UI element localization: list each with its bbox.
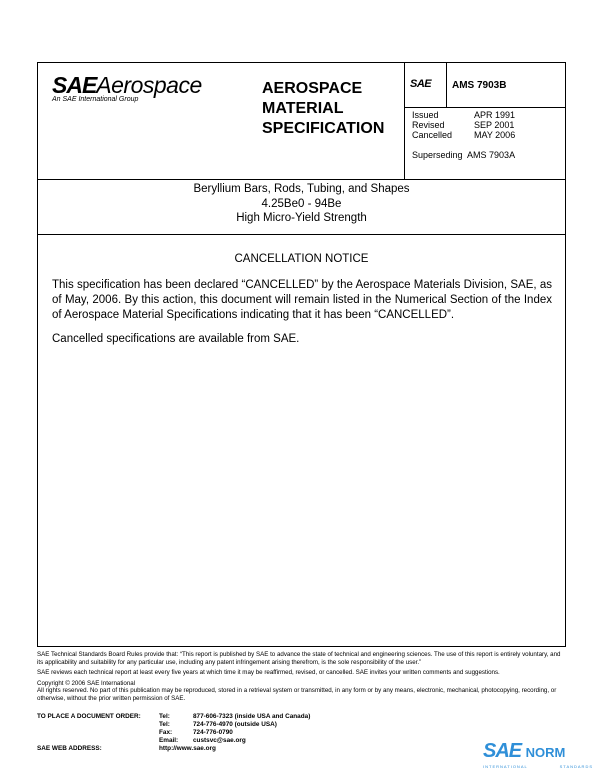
date-row-revised xyxy=(412,120,515,130)
specification-title xyxy=(37,182,566,226)
norm-logo-sae: SAE xyxy=(483,740,522,762)
title-line: 4.25Be0 - 94Be xyxy=(261,197,342,210)
web-label: SAE WEB ADDRESS: xyxy=(37,745,102,752)
title-divider xyxy=(38,234,565,235)
title-line: High Micro-Yield Strength xyxy=(236,212,367,224)
contact-row xyxy=(37,713,310,721)
doc-type-line: MATERIAL xyxy=(262,100,344,117)
availability-text: Cancelled specifications are available from SAE. xyxy=(52,333,300,345)
doc-number-divider xyxy=(404,107,566,108)
date-label: Cancelled xyxy=(412,130,453,140)
contact-email-link[interactable]: custsvc@sae.org xyxy=(193,737,246,744)
doc-type-line: SPECIFICATION xyxy=(262,120,385,137)
logo-sae-text: SAE xyxy=(52,72,97,98)
norm-logo-norm: NORM xyxy=(525,745,566,760)
sae-aerospace-logo xyxy=(52,72,202,99)
contact-value: 724-776-0790 xyxy=(193,729,233,736)
header-divider xyxy=(38,179,565,180)
footer-review: SAE reviews each technical report at least every five years at which time it may be reaffirmed, revised, or cancelled. SAE invites your written comments and suggestions. xyxy=(37,669,500,677)
norm-sub-left: INTERNATIONAL xyxy=(483,764,528,769)
contact-value: 724-776-4970 (outside USA) xyxy=(193,721,277,728)
norm-logo-subtitle xyxy=(483,764,593,769)
date-label: Issued xyxy=(412,110,439,120)
superseding-note: Superseding AMS 7903A xyxy=(412,150,516,160)
date-value: APR 1991 xyxy=(474,110,516,120)
footer-rights: All rights reserved. No part of this publication may be reproduced, stored in a retrieval system or transmitted, in any form or by any means, electronic, mechanical, photocopying, recording, or otherwise, without the prior written permission of SAE. xyxy=(37,687,557,702)
contact-row xyxy=(37,745,310,753)
norm-sub-right: STANDARDS xyxy=(559,764,593,769)
date-value: MAY 2006 xyxy=(474,130,516,140)
logo-subtitle: An SAE International Group xyxy=(52,96,139,103)
contact-row xyxy=(37,737,310,745)
contact-type: Tel: xyxy=(159,713,170,720)
title-line: Beryllium Bars, Rods, Tubing, and Shapes xyxy=(193,183,410,195)
contact-type: Email: xyxy=(159,737,179,744)
header-column-divider xyxy=(404,63,405,179)
sae-mini-logo: SAE xyxy=(410,78,432,90)
contact-row xyxy=(37,729,310,737)
notice-body: This specification has been declared “CANCELLED” by the Aerospace Materials Division, SAE, as of May, 2006. By this action, this document will remain listed in the Numerical Section of the Index of Aerospace Material Specifications indicating that it has been “CANCELLED”. xyxy=(52,279,552,321)
order-contact xyxy=(37,713,310,753)
contact-type: Tel: xyxy=(159,721,170,728)
footer-legal xyxy=(37,651,566,703)
web-address-link[interactable]: http://www.sae.org xyxy=(159,745,216,752)
date-row-cancelled xyxy=(412,130,515,140)
document-dates xyxy=(412,110,515,140)
contact-type: Fax: xyxy=(159,729,173,736)
doc-type-line: AEROSPACE xyxy=(262,80,363,97)
contact-row xyxy=(37,721,310,729)
mini-logo-divider xyxy=(446,63,447,107)
document-type xyxy=(262,79,384,139)
date-value: SEP 2001 xyxy=(474,120,515,130)
contact-value: 877-606-7323 (inside USA and Canada) xyxy=(193,713,311,720)
footer-copyright: Copyright © 2006 SAE International xyxy=(37,679,136,687)
footer-rules: SAE Technical Standards Board Rules provide that: “This report is published by SAE to advance the state of technical and engineering sciences. The use of this report is entirely voluntary, and its applicability and suitability for any particular use, including any patent infringement arising therefrom, is the sole responsibility of the user.” xyxy=(37,651,561,666)
notice-heading: CANCELLATION NOTICE xyxy=(234,253,369,265)
date-row-issued xyxy=(412,110,515,120)
logo-aerospace-text: Aerospace xyxy=(96,72,202,98)
document-number: AMS 7903B xyxy=(452,80,507,91)
order-label: TO PLACE A DOCUMENT ORDER: xyxy=(37,713,141,720)
sae-norm-logo xyxy=(483,740,565,763)
date-label: Revised xyxy=(412,120,445,130)
